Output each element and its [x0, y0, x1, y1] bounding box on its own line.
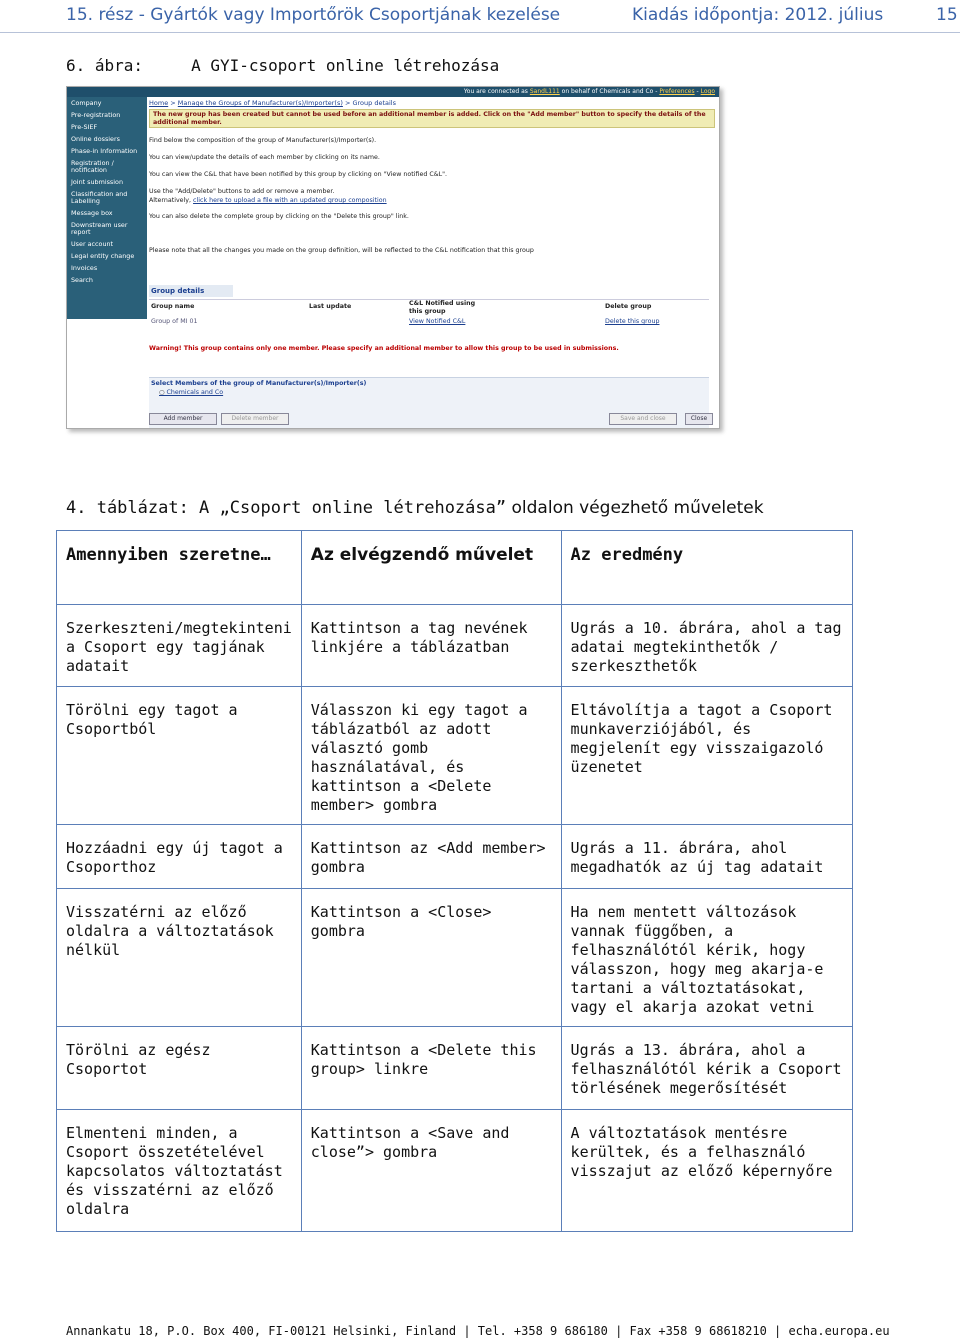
table-row [57, 1110, 853, 1232]
instruction-line: You can view the C&L that have been notified by this group by clicking on "View notified C&L". [149, 171, 448, 178]
sidebar-item[interactable]: Phase-in Information [71, 147, 138, 155]
table-cell: Ugrás a 10. ábrára, ahol a tag adatai megtekinthetők / szerkeszthetők [561, 605, 852, 687]
table-cell: Eltávolítja a tagot a Csoport munkaverziójából, és megjelenít egy visszaigazoló üzenetet [561, 687, 852, 825]
sidebar-item[interactable]: Online dossiers [71, 135, 120, 143]
figure-caption [66, 56, 499, 75]
page-number: 15 [936, 5, 958, 25]
alternatively-text: Alternatively, [149, 197, 192, 204]
group-name-header: Group name [151, 303, 195, 310]
group-details-title: Group details [149, 285, 233, 297]
table-cell: Szerkeszteni/megtekinteni a Csoport egy tagjának adatait [57, 605, 302, 687]
table-row [57, 687, 853, 825]
table-cell: Kattintson a <Close> gombra [301, 889, 561, 1027]
table-cell: Kattintson a tag nevének linkjére a táblázatban [301, 605, 561, 687]
column-header: Az elvégzendő művelet [301, 531, 561, 605]
instruction-line: You can view/update the details of each member by clicking on its name. [149, 154, 380, 161]
table-row [57, 889, 853, 1027]
save-and-close-button[interactable]: Save and close [609, 413, 677, 425]
breadcrumb-current: Group details [352, 99, 396, 107]
close-button[interactable]: Close [685, 413, 713, 425]
view-notified-cl-link[interactable]: View Notified C&L [409, 318, 466, 325]
member-name-link[interactable]: Chemicals and Co [166, 389, 224, 396]
table-row [57, 605, 853, 687]
header-title: 15. rész - Gyártók vagy Importőrök Csoportjának kezelése [66, 5, 561, 25]
screenshot-sidebar [67, 97, 147, 319]
instruction-line-upload [149, 197, 709, 205]
table-caption-rest: oldalon végezhető műveletek [511, 498, 764, 518]
table-caption [66, 498, 764, 518]
sidebar-item[interactable]: Legal entity change [71, 252, 135, 260]
page-header [0, 0, 960, 33]
sidebar-item[interactable]: Downstream user report [71, 221, 128, 236]
sidebar-item[interactable]: Message box [71, 209, 113, 217]
on-behalf-text: on behalf of Chemicals and Co [561, 88, 654, 95]
group-details-section [149, 285, 709, 297]
user-link[interactable]: SandL111 [529, 88, 560, 95]
sidebar-item[interactable]: User account [71, 240, 114, 248]
connected-info: You are connected as SandL111 on behalf of Chemicals and Co - Preferences - Logo [463, 88, 715, 95]
column-header: Az eredmény [561, 531, 852, 605]
screenshot-topbar [67, 87, 719, 97]
table-cell: Törölni egy tagot a Csoportból [57, 687, 302, 825]
table-caption-label: 4. táblázat: A „Csoport online létrehozása” [66, 498, 507, 518]
radio-icon[interactable]: ○ [159, 389, 167, 396]
warning-message: Warning! This group contains only one member. Please specify an additional member to allow this group to be used in submissions. [149, 345, 619, 352]
info-banner: The new group has been created but cannot be used before an additional member is added. Click on the "Add member" button to specify the details of the additional member. [149, 109, 715, 128]
sidebar-item[interactable]: Registration / notification [71, 159, 114, 174]
instruction-line: Find below the composition of the group of Manufacturer(s)/Importer(s). [149, 137, 377, 144]
delete-group-header: Delete group [605, 303, 652, 310]
table-cell: Visszatérni az előző oldalra a változtatások nélkül [57, 889, 302, 1027]
table-cell: Kattintson a <Save and close”> gombra [301, 1110, 561, 1232]
delete-this-group-link[interactable]: Delete this group [605, 318, 660, 325]
last-update-header: Last update [309, 303, 352, 310]
group-name-value: Group of MI 01 [151, 318, 198, 325]
operations-table [56, 530, 853, 1232]
sidebar-item[interactable]: Classification and Labelling [71, 190, 128, 205]
breadcrumb: Home > Manage the Groups of Manufacturer(s)/Importer(s) > Group details [149, 99, 396, 107]
table-header-row [57, 531, 853, 605]
table-row [57, 1027, 853, 1110]
column-header: Amennyiben szeretne… [57, 531, 302, 605]
action-buttons [149, 413, 715, 425]
header-date: Kiadás időpontja: 2012. július [632, 5, 884, 25]
connected-as-text: You are connected as [463, 88, 528, 95]
sidebar-item[interactable]: Pre-registration [71, 111, 121, 119]
delete-member-button[interactable]: Delete member [221, 413, 289, 425]
table-cell: Ugrás a 11. ábrára, ahol megadhatók az új tag adatait [561, 825, 852, 889]
table-row [57, 825, 853, 889]
instruction-line: You can also delete the complete group by clicking on the "Delete this group" link. [149, 213, 409, 220]
table-cell: Ha nem mentett változások vannak függőben, a felhasználótól kérik, hogy válasszon, hogy meg akarja-e tartani a változtatásokat, vagy el akarja azokat vetni [561, 889, 852, 1027]
cl-notified-header: C&L Notified using this group [409, 300, 476, 315]
breadcrumb-home[interactable]: Home [149, 99, 169, 107]
instruction-line: Use the "Add/Delete" buttons to add or remove a member. [149, 188, 335, 195]
figure-description: A GYI-csoport online létrehozása [191, 56, 500, 75]
figure-label: 6. ábra: [66, 56, 144, 75]
page-footer: Annankatu 18, P.O. Box 400, FI-00121 Helsinki, Finland | Tel. +358 9 686180 | Fax +358 9 68618210 | echa.europa.eu [66, 1324, 890, 1338]
table-cell: Kattintson a <Delete this group> linkre [301, 1027, 561, 1110]
table-cell: Hozzáadni egy új tagot a Csoporthoz [57, 825, 302, 889]
sidebar-item[interactable]: Joint submission [71, 178, 123, 186]
breadcrumb-manage-groups[interactable]: Manage the Groups of Manufacturer(s)/Importer(s) [177, 99, 343, 107]
table-cell: Válasszon ki egy tagot a táblázatból az adott választó gomb használatával, és kattintson a <Delete member> gombra [301, 687, 561, 825]
select-members-title: Select Members of the group of Manufacturer(s)/Importer(s) [151, 380, 367, 387]
table-cell: Törölni az egész Csoportot [57, 1027, 302, 1110]
table-cell: Elmenteni minden, a Csoport összetételével kapcsolatos változtatást és visszatérni az előző oldalra [57, 1110, 302, 1232]
table-cell: Kattintson az <Add member> gombra [301, 825, 561, 889]
sidebar-item[interactable]: Search [71, 276, 93, 284]
sidebar-item[interactable]: Company [71, 99, 102, 107]
sidebar-item[interactable]: Invoices [71, 264, 98, 272]
table-cell: Ugrás a 13. ábrára, ahol a felhasználótól kérik a Csoport törlésének megerősítését [561, 1027, 852, 1110]
group-details-table [149, 299, 709, 332]
instruction-line: Please note that all the changes you made on the group definition, will be reflected to the C&L notification that this group [149, 247, 534, 254]
sidebar-item[interactable]: Pre-SIEF [71, 123, 98, 131]
embedded-screenshot [66, 86, 720, 429]
logout-link[interactable]: Logo [700, 88, 715, 95]
member-row[interactable] [149, 389, 709, 396]
add-member-button[interactable]: Add member [149, 413, 217, 425]
preferences-link[interactable]: Preferences [659, 88, 695, 95]
upload-file-link[interactable]: click here to upload a file with an updated group composition [193, 197, 387, 204]
table-cell: A változtatások mentésre kerültek, és a felhasználó visszajut az előző képernyőre [561, 1110, 852, 1232]
